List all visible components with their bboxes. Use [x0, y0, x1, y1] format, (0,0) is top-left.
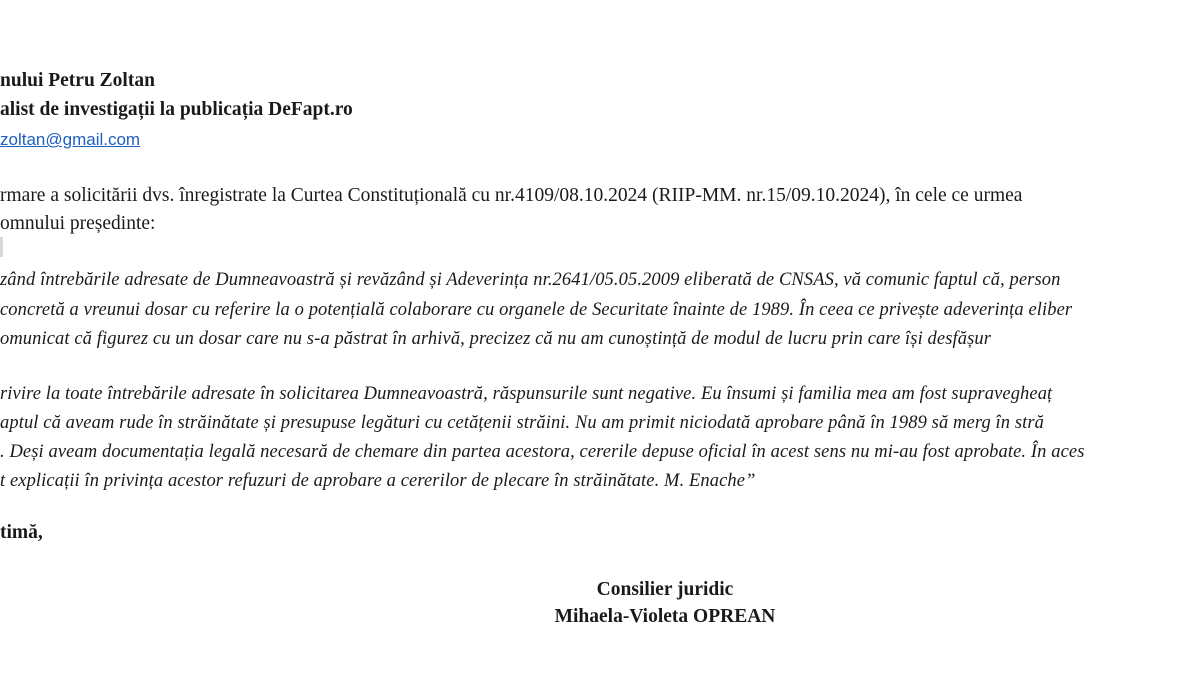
quote-p2-line-4: t explicații în privința acestor refuzuri de aprobare a cererilor de plecare în străinătate. M. Enache” — [0, 471, 756, 491]
recipient-email-link[interactable]: zoltan@gmail.com — [0, 130, 141, 149]
quote-p2-line-1: rivire la toate întrebările adresate în solicitarea Dumneavoastră, răspunsurile sunt negative. Eu însumi și familia mea am fost supravegheaț — [0, 384, 1053, 404]
quote-p1-line-2: concretă a vreunui dosar cu referire la o potențială colaborare cu organele de Securitate înainte de 1989. În ceea ce privește adeverința eliber — [0, 300, 1073, 320]
signature-title: Consilier juridic — [596, 579, 734, 600]
intro-line-1: rmare a solicitării dvs. înregistrate la Curtea Constituțională cu nr.4109/08.10.2024 (RIIP-MM. nr.15/09.10.2024), în cele ce urmea — [0, 185, 1023, 206]
recipient-name: nului Petru Zoltan — [0, 70, 155, 91]
quote-p2-line-2: aptul că aveam rude în străinătate și presupuse legături cu cetățenii străini. Nu am primit niciodată aprobare până în 1989 să merg în stră — [0, 413, 1045, 433]
recipient-role: alist de investigații la publicația DeFapt.ro — [0, 99, 353, 120]
closing-salutation: timă, — [0, 522, 43, 543]
quote-p1-line-3: omunicat că figurez cu un dosar care nu s-a păstrat în arhivă, precizez că nu am cunoștință de modul de lucru prin care își desfășur — [0, 329, 992, 349]
margin-marker — [0, 237, 3, 257]
intro-line-2: omnului președinte: — [0, 213, 156, 234]
signature-name: Mihaela-Violeta OPREAN — [554, 606, 776, 627]
quote-p2-line-3: . Deși aveam documentația legală necesară de chemare din partea acestora, cererile depuse oficial în acest sens nu mi-au fost aprobate. În aces — [0, 442, 1085, 462]
quote-p1-line-1: zând întrebările adresate de Dumneavoastră și revăzând și Adeverința nr.2641/05.05.2009 eliberată de CNSAS, vă comunic faptul că, person — [0, 270, 1061, 290]
